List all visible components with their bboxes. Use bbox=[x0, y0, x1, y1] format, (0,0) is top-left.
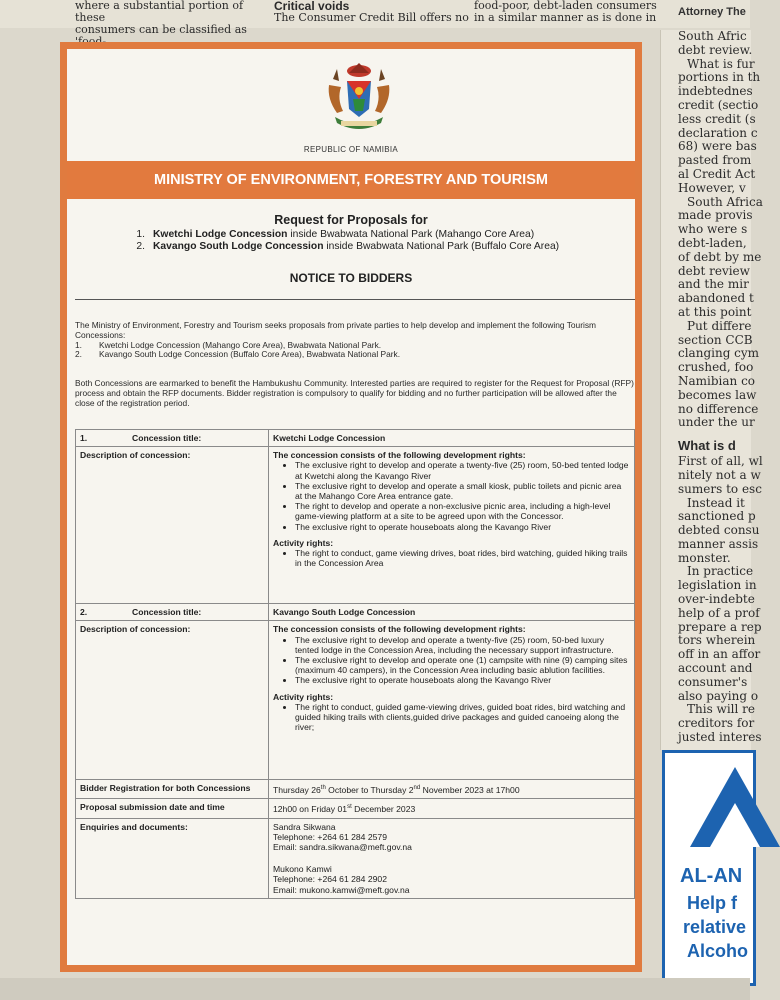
table-row bbox=[76, 799, 635, 818]
newspaper-text-line: nitely not a w bbox=[678, 467, 761, 482]
newspaper-text-line: The Consumer Credit Bill offers no bbox=[274, 11, 469, 24]
activity-rights-list bbox=[273, 548, 630, 568]
contact-name: Sandra Sikwana bbox=[273, 821, 336, 832]
newspaper-text-line: debted consu bbox=[678, 523, 760, 538]
newspaper-text-line: manner assis bbox=[678, 536, 759, 551]
newspaper-text-line: clanging cym bbox=[678, 346, 760, 361]
newspaper-subheading: Critical voids bbox=[274, 0, 350, 13]
development-rights-list bbox=[273, 460, 630, 531]
newspaper-text-line: legislation in bbox=[678, 578, 757, 593]
contact-phone: Telephone: +264 61 284 2579 bbox=[273, 831, 387, 842]
newspaper-text-line: section CCB bbox=[678, 332, 753, 347]
list-item: • The exclusive right to develop and operate a twenty-five (25) room, 50-bed luxury tented lodge in the Concession Area, including the necessary support infrastructure. bbox=[295, 635, 630, 655]
list-item: • The exclusive right to operate houseboats along the Kavango River bbox=[295, 675, 630, 685]
newspaper-text-line: abandoned t bbox=[678, 291, 754, 306]
concession-title-label bbox=[76, 604, 269, 621]
intro-paragraph: The Ministry of Environment, Forestry and Tourism seeks proposals from private parties to help develop and implement the following Tourism Concessions: bbox=[75, 320, 597, 340]
newspaper-text-line: and the mir bbox=[678, 277, 749, 292]
list-item: • The exclusive right to develop and operate a twenty-five (25) room, 50-bed tented lodge at Kwetchi along the Kavango River bbox=[295, 460, 630, 480]
registration-paragraph: Both Concessions are earmarked to benefit the Hambukushu Community. Interested parties are required to register for the Request for Proposal (RFP) process and obtain the RFP documents. Bidder registration is compulsory to qualify for bidding and no further participation will be allowed after the close of the registration period. bbox=[75, 378, 634, 408]
concession-title-value: Kwetchi Lodge Concession bbox=[269, 430, 635, 447]
newspaper-text-line: declaration c bbox=[678, 125, 758, 140]
newspaper-text-line: What is fur bbox=[687, 56, 755, 71]
newspaper-text-line: in a similar manner as is done in bbox=[474, 11, 657, 24]
development-rights-heading: The concession consists of the following development rights: bbox=[273, 450, 526, 461]
newspaper-text-line: indebtednes bbox=[678, 84, 753, 99]
newspaper-text-line: debt review bbox=[678, 263, 750, 278]
ministry-banner: MINISTRY OF ENVIRONMENT, FORESTRY AND TOURISM bbox=[67, 161, 635, 199]
alanon-triangle-inner bbox=[710, 803, 760, 847]
rfp-item-location: inside Bwabwata National Park (Buffalo Core Area) bbox=[323, 241, 560, 252]
label-text: Concession title: bbox=[132, 433, 202, 443]
newspaper-text-line: no difference bbox=[678, 401, 759, 416]
newspaper-text-line: consumers can be classified as bbox=[75, 23, 247, 36]
newspaper-text-line: creditors for bbox=[678, 716, 755, 731]
list-item: • The right to conduct, guided game-viewing drives, guided boat rides, bird watching and guided hiking trails with clients,guided drive packages and guided canoeing along the river; bbox=[295, 702, 630, 733]
contact-phone: Telephone: +264 61 284 2902 bbox=[273, 874, 387, 885]
intro-item-number: 1. bbox=[75, 339, 82, 350]
newspaper-text-line: where a substantial portion of these bbox=[75, 0, 244, 24]
submission-value bbox=[269, 799, 635, 818]
newspaper-subheading: What is d bbox=[678, 438, 736, 454]
concession-number: 1. bbox=[80, 433, 88, 443]
newspaper-text-line: tors wherein bbox=[678, 633, 756, 648]
intro-list-item bbox=[75, 350, 635, 360]
divider bbox=[75, 299, 635, 300]
rfp-item bbox=[119, 241, 559, 253]
alanon-line: Help f bbox=[687, 893, 738, 913]
newspaper-text-line: First of all, wl bbox=[678, 454, 763, 469]
newspaper-text-line: who were s bbox=[678, 222, 748, 237]
newspaper-text-line: off in an affor bbox=[678, 647, 761, 662]
newspaper-text-line: over-indebte bbox=[678, 592, 755, 607]
rfp-item bbox=[119, 229, 559, 241]
rfp-item-location: inside Bwabwata National Park (Mahango Core Area) bbox=[287, 229, 535, 240]
newspaper-text-line: South Afric bbox=[678, 29, 747, 43]
submission-label: Proposal submission date and time bbox=[76, 799, 269, 818]
table-row bbox=[76, 430, 635, 447]
alanon-name: AL-AN bbox=[680, 865, 743, 887]
ordinal: st bbox=[347, 804, 352, 811]
registration-value bbox=[269, 780, 635, 799]
newspaper-top-column-2 bbox=[274, 0, 469, 24]
description-label: Description of concession: bbox=[76, 447, 269, 604]
newspaper-top-column-1 bbox=[75, 0, 265, 48]
date-text: December 2023 bbox=[351, 804, 416, 815]
newspaper-text-line: becomes law bbox=[678, 387, 757, 402]
intro-item-number: 2. bbox=[75, 349, 82, 360]
republic-caption: REPUBLIC OF NAMIBIA bbox=[303, 145, 399, 154]
newspaper-text-line: consumer's bbox=[678, 674, 748, 689]
newspaper-right-column bbox=[660, 29, 763, 750]
newspaper-text-line: help of a prof bbox=[678, 605, 760, 620]
table-row bbox=[76, 818, 635, 898]
newspaper-text-line: crushed, foo bbox=[678, 360, 754, 375]
date-text: November 2023 at 17h00 bbox=[420, 785, 520, 796]
alanon-advert bbox=[662, 750, 756, 986]
newspaper-text-line: less credit (s bbox=[678, 111, 756, 126]
alanon-line: Alcoho bbox=[687, 941, 748, 961]
list-item: • The right to conduct, game viewing drives, boat rides, bird watching, guided hiking trails in the Concession Area bbox=[295, 548, 630, 568]
concession-table bbox=[75, 429, 635, 899]
newspaper-text-line: sanctioned p bbox=[678, 509, 756, 524]
rfp-title: Request for Proposals for bbox=[274, 213, 428, 227]
intro-block bbox=[75, 321, 635, 360]
table-row bbox=[76, 621, 635, 780]
newspaper-text-line: Put differe bbox=[687, 318, 752, 333]
date-text: Thursday 26 bbox=[273, 785, 321, 796]
newspaper-text-line: justed interes bbox=[678, 730, 762, 745]
newspaper-top-column-3 bbox=[474, 0, 669, 24]
newspaper-bottom-strip bbox=[0, 978, 750, 1000]
list-item: • The exclusive right to operate houseboats along the Kavango River bbox=[295, 522, 630, 532]
namibia-coat-of-arms-icon bbox=[319, 59, 399, 139]
contact-email: Email: sandra.sikwana@meft.gov.na bbox=[273, 841, 412, 852]
newspaper-text-line: also paying o bbox=[678, 688, 759, 703]
newspaper-text-line: prepare a rep bbox=[678, 619, 762, 634]
table-row bbox=[76, 780, 635, 799]
newspaper-text-line: made provis bbox=[678, 208, 753, 223]
newspaper-text-line: In practice bbox=[687, 564, 754, 579]
contact-name: Mukono Kamwi bbox=[273, 864, 332, 875]
newspaper-text-line: 68) were bas bbox=[678, 139, 757, 154]
rfp-item-name: Kwetchi Lodge Concession bbox=[153, 229, 288, 240]
table-row bbox=[76, 604, 635, 621]
list-item: • The right to develop and operate a non-exclusive picnic area, including a high-level game-viewing platform at a site to be agreed upon with the Concessor. bbox=[295, 501, 630, 521]
newspaper-text-line: al Credit Act bbox=[678, 166, 756, 181]
newspaper-column-heading: Attorney The bbox=[678, 6, 746, 18]
date-text: 12h00 on Friday 01 bbox=[273, 804, 348, 815]
concession-title-value: Kavango South Lodge Concession bbox=[269, 604, 635, 621]
description-value bbox=[269, 447, 635, 604]
notice-heading: NOTICE TO BIDDERS bbox=[289, 271, 413, 285]
intro-item-text: Kwetchi Lodge Concession (Mahango Core Area), Bwabwata National Park. bbox=[99, 339, 382, 350]
newspaper-text-line: debt review. bbox=[678, 42, 753, 57]
label-text: Concession title: bbox=[132, 607, 202, 618]
table-row bbox=[76, 447, 635, 604]
enquiries-value bbox=[269, 818, 635, 898]
description-value bbox=[269, 621, 635, 780]
newspaper-text-line: under the ur bbox=[678, 415, 755, 430]
development-rights-heading: The concession consists of the following development rights: bbox=[273, 624, 526, 635]
registration-label: Bidder Registration for both Concessions bbox=[76, 780, 269, 799]
newspaper-text-line: credit (sectio bbox=[678, 97, 759, 112]
rfp-item-number: 2. bbox=[136, 241, 145, 252]
alanon-line: relative bbox=[683, 917, 747, 937]
description-label: Description of concession: bbox=[76, 621, 269, 780]
concession-title-label bbox=[76, 430, 269, 447]
rfp-item-name: Kavango South Lodge Concession bbox=[153, 241, 324, 252]
intro-item-text: Kavango South Lodge Concession (Buffalo Core Area), Bwabwata National Park. bbox=[99, 349, 401, 360]
activity-rights-list bbox=[273, 702, 630, 733]
rfp-item-number: 1. bbox=[136, 229, 145, 240]
activity-rights-heading: Activity rights: bbox=[273, 691, 334, 702]
contact-email: Email: mukono.kamwi@meft.gov.na bbox=[273, 884, 410, 895]
newspaper-text-line: portions in th bbox=[678, 70, 761, 85]
newspaper-text-line: sumers to esc bbox=[678, 481, 762, 496]
newspaper-text-line: food-poor, debt-laden consumers bbox=[474, 0, 657, 12]
newspaper-text-line: of debt by me bbox=[678, 249, 762, 264]
newspaper-text-line: debt-laden, bbox=[678, 235, 747, 250]
newspaper-text-line: This will re bbox=[687, 702, 755, 717]
newspaper-text-line: at this point bbox=[678, 304, 752, 319]
list-item: • The exclusive right to develop and operate one (1) campsite with nine (9) camping sites (maximum 40 campers), in the Concession Area including basic ablution facilities. bbox=[295, 655, 630, 675]
activity-rights-heading: Activity rights: bbox=[273, 537, 334, 548]
newspaper-text-line: account and bbox=[678, 661, 753, 676]
ordinal: nd bbox=[413, 785, 421, 792]
newspaper-text-line: However, v bbox=[678, 180, 746, 195]
newspaper-text-line: Namibian co bbox=[678, 373, 756, 388]
list-item: • The exclusive right to develop and operate a small kiosk, public toilets and picnic area at the Mahango Core Area entrance gate. bbox=[295, 481, 630, 501]
newspaper-text-line: South Africa bbox=[687, 194, 763, 209]
enquiries-label: Enquiries and documents: bbox=[76, 818, 269, 898]
rfp-list bbox=[119, 229, 559, 253]
newspaper-text-line: Instead it bbox=[687, 495, 745, 510]
date-text: October to Thursday 2 bbox=[325, 785, 414, 796]
concession-number: 2. bbox=[80, 607, 88, 618]
tender-advert bbox=[60, 42, 642, 972]
newspaper-text-line: pasted from bbox=[678, 153, 752, 168]
ordinal: th bbox=[320, 785, 326, 792]
development-rights-list bbox=[273, 635, 630, 686]
newspaper-text-line: monster. bbox=[678, 550, 731, 565]
